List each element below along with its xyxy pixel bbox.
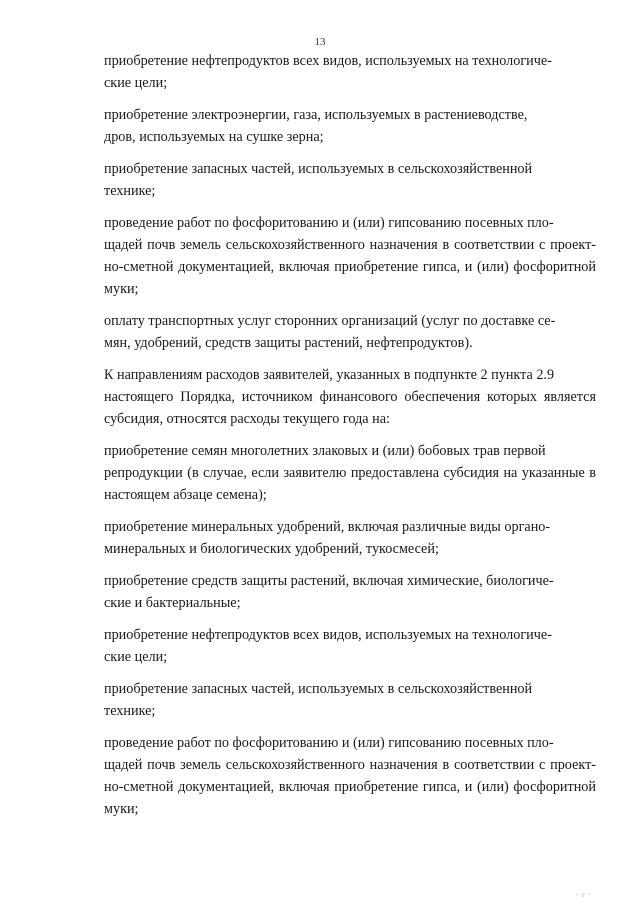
paragraph-first-line: приобретение семян многолетних злаковых и (или) бобовых трав первой: [104, 443, 546, 459]
page-number: 13: [314, 36, 326, 48]
paragraph-continuation: репродукции (в случае, если заявителю предоставлена субсидия на указанные в настоящем абзаце семена);: [104, 465, 596, 503]
paragraph-first-line: приобретение нефтепродуктов всех видов, используемых на технологиче-: [104, 53, 552, 69]
paragraph-transport: [104, 310, 596, 354]
paragraph-first-line: приобретение средств защиты растений, включая химические, биологиче-: [104, 573, 554, 589]
paragraph-continuation: щадей почв земель сельскохозяйственного назначения в соответствии с проект- но-сметной документацией, включая приобретение гипса, и (или) фосфоритной муки;: [104, 237, 596, 297]
paragraph-spare-parts-1: [104, 158, 596, 202]
paragraph-fertilizers: [104, 516, 596, 560]
paragraph-expense-directions: [104, 364, 596, 430]
paragraph-first-line: приобретение запасных частей, используемых в сельскохозяйственной: [104, 161, 533, 177]
paragraph-continuation: ские цели;: [104, 75, 168, 91]
paragraph-continuation: технике;: [104, 703, 156, 719]
document-body: [104, 50, 596, 830]
paragraph-first-line: приобретение нефтепродуктов всех видов, используемых на технологиче-: [104, 627, 552, 643]
paragraph-seeds: [104, 440, 596, 506]
paragraph-first-line: проведение работ по фосфоритованию и (или) гипсованию посевных пло-: [104, 735, 554, 751]
paragraph-first-line: К направлениям расходов заявителей, указанных в подпункте 2 пункта 2.9: [104, 367, 555, 383]
paragraph-continuation: щадей почв земель сельскохозяйственного назначения в соответствии с проект- но-сметной документацией, включая приобретение гипса, и (или) фосфоритной муки;: [104, 757, 596, 817]
paragraph-continuation: настоящего Порядка, источником финансового обеспечения которых является субсидия, относятся расходы текущего года на:: [104, 389, 596, 427]
paragraph-phosphorite-1: [104, 212, 596, 300]
paragraph-continuation: минеральных и биологических удобрений, тукосмесей;: [104, 541, 439, 557]
paragraph-continuation: дров, используемых на сушке зерна;: [104, 129, 324, 145]
paragraph-fuel-1: [104, 50, 596, 94]
paragraph-continuation: ские цели;: [104, 649, 168, 665]
paragraph-continuation: технике;: [104, 183, 156, 199]
paragraph-spare-parts-2: [104, 678, 596, 722]
paragraph-plant-protection: [104, 570, 596, 614]
paragraph-first-line: приобретение запасных частей, используемых в сельскохозяйственной: [104, 681, 533, 697]
footer-mark: · г ·: [575, 891, 592, 899]
paragraph-continuation: ские и бактериальные;: [104, 595, 241, 611]
paragraph-electricity: [104, 104, 596, 148]
paragraph-first-line: приобретение электроэнергии, газа, используемых в растениеводстве,: [104, 107, 528, 123]
paragraph-fuel-2: [104, 624, 596, 668]
paragraph-first-line: приобретение минеральных удобрений, включая различные виды органо-: [104, 519, 551, 535]
paragraph-first-line: оплату транспортных услуг сторонних организаций (услуг по доставке се-: [104, 313, 556, 329]
paragraph-first-line: проведение работ по фосфоритованию и (или) гипсованию посевных пло-: [104, 215, 554, 231]
paragraph-phosphorite-2: [104, 732, 596, 820]
paragraph-continuation: мян, удобрений, средств защиты растений, нефтепродуктов).: [104, 335, 473, 351]
